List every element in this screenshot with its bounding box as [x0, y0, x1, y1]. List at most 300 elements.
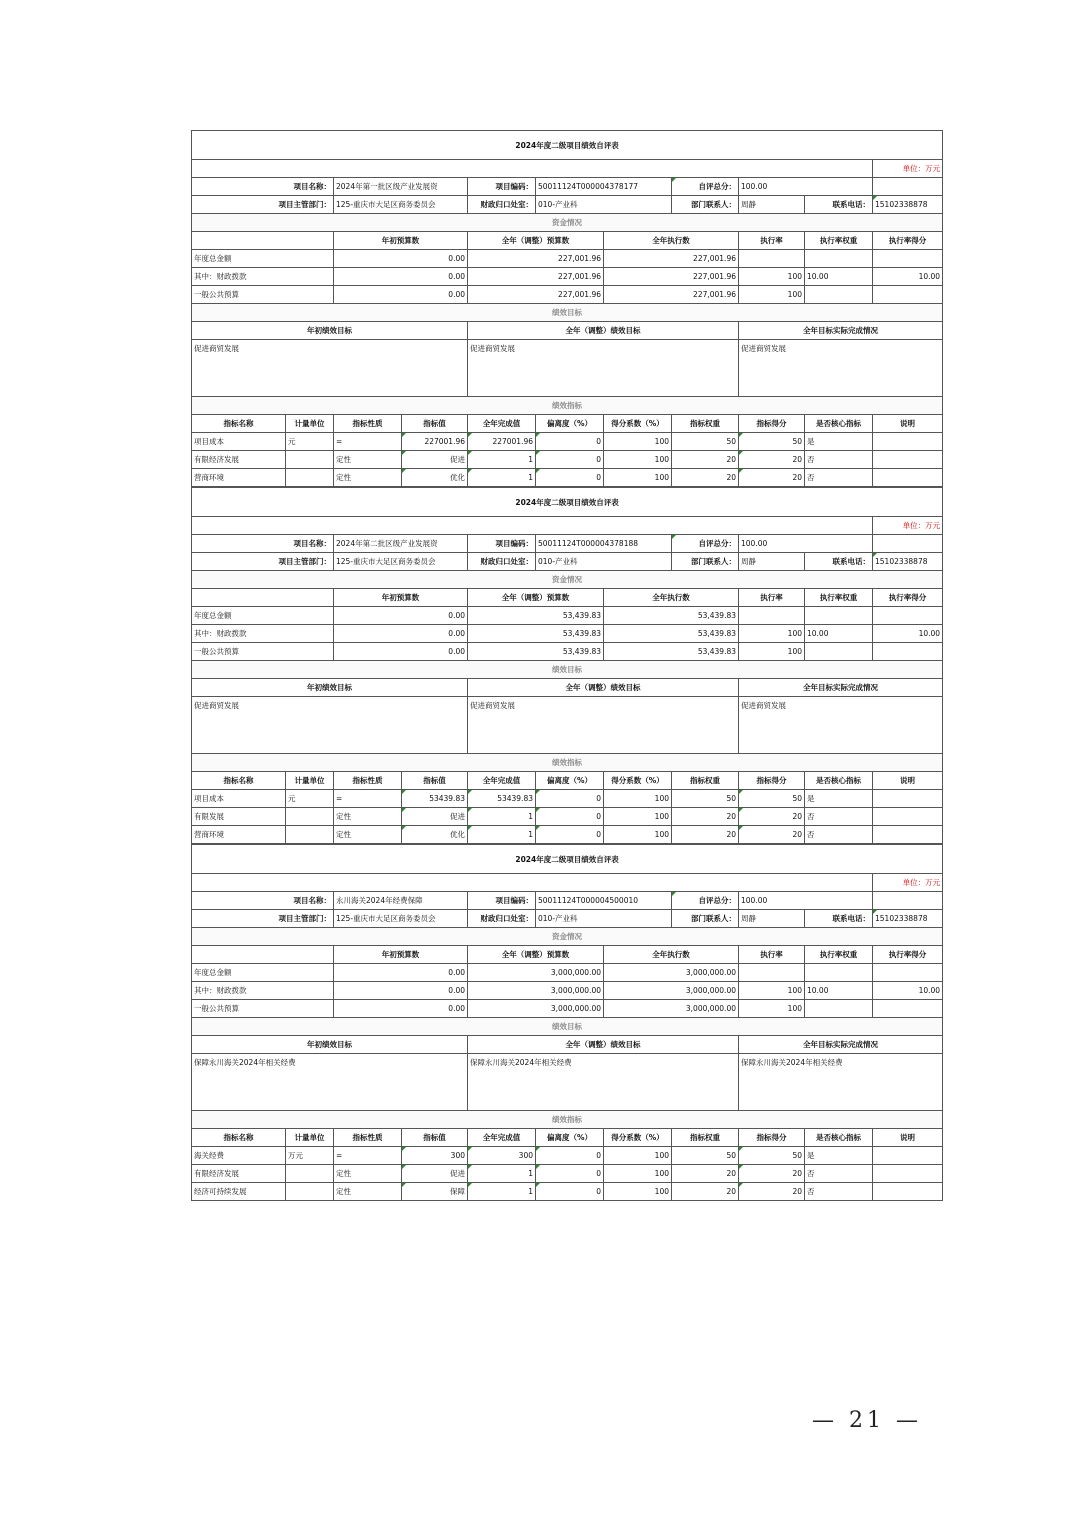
project-name-label: 项目名称： — [192, 535, 334, 553]
indicator-column-header: 计量单位 — [286, 772, 334, 790]
executed-header: 全年执行数 — [604, 589, 739, 607]
contact-label: 部门联系人： — [672, 553, 739, 571]
budget-initial-value: 0.00 — [334, 1000, 468, 1018]
exec-weight-value — [805, 607, 873, 625]
goal-actual-text: 促进商贸发展 — [739, 697, 943, 754]
budget-initial-value: 0.00 — [334, 268, 468, 286]
funds-row-label: 其中：财政拨款 — [192, 268, 334, 286]
indicator-column-header: 指标性质 — [334, 415, 402, 433]
indicator-coefficient: 100 — [604, 790, 672, 808]
indicator-weight: 20 — [672, 808, 739, 826]
indicator-nature: = — [334, 1147, 402, 1165]
exec-weight-value: 10.00 — [805, 268, 873, 286]
goal-adjusted-header: 全年（调整）绩效目标 — [468, 1036, 739, 1054]
funds-row-label: 年度总金额 — [192, 250, 334, 268]
blank-cell — [873, 535, 943, 553]
evaluation-table — [191, 844, 943, 1201]
indicator-column-header: 得分系数（%） — [604, 772, 672, 790]
exec-weight-value — [805, 250, 873, 268]
indicator-core: 是 — [805, 1147, 873, 1165]
indicator-name: 经济可持续发展 — [192, 1183, 286, 1201]
exec-weight-header: 执行率权重 — [805, 589, 873, 607]
indicator-note — [873, 790, 943, 808]
exec-rate-value: 100 — [739, 643, 805, 661]
indicator-actual: 1 — [468, 1183, 536, 1201]
indicator-target: 优化 — [402, 826, 468, 844]
funds-row — [192, 982, 943, 1000]
indicator-actual: 1 — [468, 469, 536, 487]
goal-actual-text: 促进商贸发展 — [739, 340, 943, 397]
executed-value: 227,001.96 — [604, 286, 739, 304]
indicator-coefficient: 100 — [604, 1165, 672, 1183]
phone-label: 联系电话： — [805, 553, 873, 571]
indicator-column-header: 指标名称 — [192, 415, 286, 433]
exec-score-value — [873, 643, 943, 661]
indicator-nature: 定性 — [334, 1165, 402, 1183]
indicators-section-header: 绩效指标 — [192, 1111, 943, 1129]
executed-header: 全年执行数 — [604, 232, 739, 250]
indicator-note — [873, 433, 943, 451]
indicator-target: 促进 — [402, 1165, 468, 1183]
self-score-value: 100.00 — [739, 892, 873, 910]
exec-weight-header: 执行率权重 — [805, 946, 873, 964]
indicator-row — [192, 808, 943, 826]
indicator-column-header: 全年完成值 — [468, 1129, 536, 1147]
indicator-target: 保障 — [402, 1183, 468, 1201]
indicator-column-header: 指标名称 — [192, 1129, 286, 1147]
exec-rate-header: 执行率 — [739, 589, 805, 607]
goal-actual-header: 全年目标实际完成情况 — [739, 322, 943, 340]
phone-value: 15102338878 — [873, 910, 943, 928]
exec-score-header: 执行率得分 — [873, 232, 943, 250]
goals-section-header: 绩效目标 — [192, 661, 943, 679]
funds-row — [192, 250, 943, 268]
indicator-deviation: 0 — [536, 1165, 604, 1183]
evaluation-table — [191, 130, 943, 487]
indicator-nature: 定性 — [334, 826, 402, 844]
blank-cell — [192, 589, 334, 607]
indicator-name: 营商环境 — [192, 469, 286, 487]
indicator-row — [192, 451, 943, 469]
goals-section-header: 绩效目标 — [192, 304, 943, 322]
indicator-column-header: 得分系数（%） — [604, 415, 672, 433]
indicator-core: 否 — [805, 826, 873, 844]
indicator-score: 50 — [739, 790, 805, 808]
funds-row-label: 一般公共预算 — [192, 286, 334, 304]
indicator-column-header: 指标值 — [402, 415, 468, 433]
indicator-row — [192, 433, 943, 451]
indicator-core: 否 — [805, 1165, 873, 1183]
self-score-value: 100.00 — [739, 535, 873, 553]
indicator-nature: 定性 — [334, 451, 402, 469]
indicator-nature: = — [334, 433, 402, 451]
executed-value: 53,439.83 — [604, 625, 739, 643]
budget-adjusted-value: 227,001.96 — [468, 268, 604, 286]
dept-value: 125-重庆市大足区商务委员会 — [334, 553, 468, 571]
budget-adjusted-value: 227,001.96 — [468, 286, 604, 304]
indicator-column-header: 说明 — [873, 1129, 943, 1147]
indicator-name: 有限经济发展 — [192, 451, 286, 469]
indicator-actual: 1 — [468, 1165, 536, 1183]
executed-value: 53,439.83 — [604, 607, 739, 625]
unit-spacer — [192, 517, 873, 535]
dept-value: 125-重庆市大足区商务委员会 — [334, 910, 468, 928]
budget-adjusted-value: 53,439.83 — [468, 643, 604, 661]
indicator-note — [873, 808, 943, 826]
budget-initial-value: 0.00 — [334, 250, 468, 268]
budget-adjusted-value: 53,439.83 — [468, 625, 604, 643]
indicator-deviation: 0 — [536, 451, 604, 469]
finance-office-label: 财政归口处室： — [468, 910, 536, 928]
funds-row-label: 其中：财政拨款 — [192, 982, 334, 1000]
funds-row-label: 一般公共预算 — [192, 1000, 334, 1018]
self-score-value: 100.00 — [739, 178, 873, 196]
indicator-column-header: 偏离度（%） — [536, 772, 604, 790]
budget-adjusted-value: 53,439.83 — [468, 607, 604, 625]
indicator-score: 20 — [739, 1165, 805, 1183]
budget-adjusted-value: 3,000,000.00 — [468, 964, 604, 982]
indicator-score: 20 — [739, 469, 805, 487]
exec-weight-header: 执行率权重 — [805, 232, 873, 250]
funds-row-label: 年度总金额 — [192, 964, 334, 982]
indicator-unit — [286, 1165, 334, 1183]
exec-score-header: 执行率得分 — [873, 589, 943, 607]
funds-row — [192, 286, 943, 304]
indicator-column-header: 指标值 — [402, 1129, 468, 1147]
indicator-deviation: 0 — [536, 808, 604, 826]
exec-rate-value: 100 — [739, 982, 805, 1000]
indicator-deviation: 0 — [536, 826, 604, 844]
indicator-column-header: 指标得分 — [739, 1129, 805, 1147]
indicator-actual: 300 — [468, 1147, 536, 1165]
budget-adjusted-value: 3,000,000.00 — [468, 982, 604, 1000]
indicator-column-header: 全年完成值 — [468, 415, 536, 433]
indicator-unit — [286, 1183, 334, 1201]
indicator-row — [192, 1165, 943, 1183]
funds-row — [192, 1000, 943, 1018]
exec-score-value: 10.00 — [873, 268, 943, 286]
project-name-value: 2024年第一批区级产业发展资 — [334, 178, 468, 196]
exec-weight-value — [805, 643, 873, 661]
indicator-unit: 元 — [286, 433, 334, 451]
finance-office-value: 010-产业科 — [536, 196, 672, 214]
indicator-score: 20 — [739, 808, 805, 826]
indicator-unit — [286, 826, 334, 844]
indicators-section-header: 绩效指标 — [192, 754, 943, 772]
self-score-label: 自评总分： — [672, 178, 739, 196]
exec-score-value: 10.00 — [873, 982, 943, 1000]
indicator-column-header: 是否核心指标 — [805, 415, 873, 433]
indicator-name: 有限发展 — [192, 808, 286, 826]
exec-rate-header: 执行率 — [739, 946, 805, 964]
indicator-target: 53439.83 — [402, 790, 468, 808]
project-code-value: 50011124T000004500010 — [536, 892, 672, 910]
indicator-core: 否 — [805, 469, 873, 487]
indicator-unit: 元 — [286, 790, 334, 808]
goal-initial-text: 促进商贸发展 — [192, 340, 468, 397]
indicator-coefficient: 100 — [604, 1183, 672, 1201]
exec-score-value — [873, 1000, 943, 1018]
unit-label: 单位：万元 — [873, 160, 943, 178]
phone-label: 联系电话： — [805, 196, 873, 214]
indicator-deviation: 0 — [536, 433, 604, 451]
indicator-target: 300 — [402, 1147, 468, 1165]
funds-section-header: 资金情况 — [192, 571, 943, 589]
indicator-column-header: 指标得分 — [739, 415, 805, 433]
blank-cell — [873, 892, 943, 910]
indicator-note — [873, 451, 943, 469]
indicator-column-header: 指标权重 — [672, 415, 739, 433]
executed-value: 53,439.83 — [604, 643, 739, 661]
finance-office-value: 010-产业科 — [536, 910, 672, 928]
indicator-name: 有限经济发展 — [192, 1165, 286, 1183]
indicator-deviation: 0 — [536, 469, 604, 487]
exec-weight-value — [805, 286, 873, 304]
blank-cell — [873, 178, 943, 196]
table-title: 2024年度二级项目绩效自评表 — [192, 488, 943, 517]
goal-adjusted-text: 促进商贸发展 — [468, 697, 739, 754]
indicator-column-header: 指标性质 — [334, 1129, 402, 1147]
dept-value: 125-重庆市大足区商务委员会 — [334, 196, 468, 214]
exec-score-header: 执行率得分 — [873, 946, 943, 964]
indicator-nature: 定性 — [334, 469, 402, 487]
indicator-column-header: 得分系数（%） — [604, 1129, 672, 1147]
budget-initial-value: 0.00 — [334, 286, 468, 304]
indicator-column-header: 指标权重 — [672, 1129, 739, 1147]
indicator-weight: 50 — [672, 1147, 739, 1165]
finance-office-label: 财政归口处室： — [468, 196, 536, 214]
indicator-note — [873, 1147, 943, 1165]
indicator-actual: 53439.83 — [468, 790, 536, 808]
indicator-column-header: 指标得分 — [739, 772, 805, 790]
phone-label: 联系电话： — [805, 910, 873, 928]
indicator-target: 优化 — [402, 469, 468, 487]
indicator-score: 20 — [739, 826, 805, 844]
budget-adjusted-value: 227,001.96 — [468, 250, 604, 268]
contact-value: 周静 — [739, 910, 805, 928]
indicator-unit — [286, 808, 334, 826]
indicator-score: 20 — [739, 451, 805, 469]
contact-value: 周静 — [739, 196, 805, 214]
indicator-weight: 50 — [672, 433, 739, 451]
evaluation-table — [191, 487, 943, 844]
indicator-column-header: 指标性质 — [334, 772, 402, 790]
budget-adjusted-header: 全年（调整）预算数 — [468, 232, 604, 250]
indicator-coefficient: 100 — [604, 808, 672, 826]
indicator-row — [192, 1147, 943, 1165]
budget-adjusted-header: 全年（调整）预算数 — [468, 589, 604, 607]
indicator-note — [873, 826, 943, 844]
goal-initial-text: 保障永川海关2024年相关经费 — [192, 1054, 468, 1111]
contact-value: 周静 — [739, 553, 805, 571]
funds-row-label: 年度总金额 — [192, 607, 334, 625]
indicator-nature: 定性 — [334, 808, 402, 826]
indicator-unit — [286, 451, 334, 469]
exec-rate-value: 100 — [739, 268, 805, 286]
page-number: — 21 — — [812, 1408, 922, 1433]
table-title: 2024年度二级项目绩效自评表 — [192, 131, 943, 160]
goal-initial-header: 年初绩效目标 — [192, 322, 468, 340]
indicator-core: 否 — [805, 451, 873, 469]
budget-adjusted-value: 3,000,000.00 — [468, 1000, 604, 1018]
goal-initial-header: 年初绩效目标 — [192, 679, 468, 697]
indicator-row — [192, 826, 943, 844]
indicator-column-header: 是否核心指标 — [805, 772, 873, 790]
project-name-value: 永川海关2024年经费保障 — [334, 892, 468, 910]
indicator-column-header: 偏离度（%） — [536, 415, 604, 433]
indicator-column-header: 指标权重 — [672, 772, 739, 790]
indicator-column-header: 计量单位 — [286, 415, 334, 433]
budget-initial-value: 0.00 — [334, 625, 468, 643]
exec-score-value: 10.00 — [873, 625, 943, 643]
budget-initial-value: 0.00 — [334, 964, 468, 982]
blank-cell — [192, 232, 334, 250]
indicator-actual: 1 — [468, 451, 536, 469]
self-score-label: 自评总分： — [672, 535, 739, 553]
indicator-weight: 50 — [672, 790, 739, 808]
executed-value: 227,001.96 — [604, 250, 739, 268]
goal-actual-header: 全年目标实际完成情况 — [739, 1036, 943, 1054]
indicator-coefficient: 100 — [604, 433, 672, 451]
goal-actual-text: 保障永川海关2024年相关经费 — [739, 1054, 943, 1111]
funds-row-label: 其中：财政拨款 — [192, 625, 334, 643]
indicator-weight: 20 — [672, 469, 739, 487]
project-code-value: 50011124T000004378188 — [536, 535, 672, 553]
exec-weight-value: 10.00 — [805, 982, 873, 1000]
exec-weight-value: 10.00 — [805, 625, 873, 643]
finance-office-value: 010-产业科 — [536, 553, 672, 571]
funds-section-header: 资金情况 — [192, 214, 943, 232]
indicator-column-header: 偏离度（%） — [536, 1129, 604, 1147]
indicator-column-header: 指标值 — [402, 772, 468, 790]
indicator-weight: 20 — [672, 826, 739, 844]
indicator-weight: 20 — [672, 451, 739, 469]
goal-actual-header: 全年目标实际完成情况 — [739, 679, 943, 697]
exec-rate-value — [739, 607, 805, 625]
budget-initial-value: 0.00 — [334, 643, 468, 661]
indicator-deviation: 0 — [536, 790, 604, 808]
indicator-score: 50 — [739, 1147, 805, 1165]
goal-adjusted-header: 全年（调整）绩效目标 — [468, 322, 739, 340]
budget-initial-header: 年初预算数 — [334, 946, 468, 964]
exec-rate-value: 100 — [739, 286, 805, 304]
finance-office-label: 财政归口处室： — [468, 553, 536, 571]
exec-rate-value: 100 — [739, 625, 805, 643]
indicator-column-header: 全年完成值 — [468, 772, 536, 790]
budget-initial-value: 0.00 — [334, 982, 468, 1000]
exec-score-value — [873, 607, 943, 625]
funds-row — [192, 268, 943, 286]
indicator-row — [192, 469, 943, 487]
indicator-note — [873, 1183, 943, 1201]
indicator-column-header: 说明 — [873, 415, 943, 433]
unit-spacer — [192, 160, 873, 178]
indicator-note — [873, 1165, 943, 1183]
indicator-name: 项目成本 — [192, 433, 286, 451]
goal-initial-header: 年初绩效目标 — [192, 1036, 468, 1054]
dept-label: 项目主管部门： — [192, 553, 334, 571]
project-code-label: 项目编码： — [468, 892, 536, 910]
indicator-core: 否 — [805, 1183, 873, 1201]
indicator-core: 是 — [805, 433, 873, 451]
exec-score-value — [873, 250, 943, 268]
indicator-name: 项目成本 — [192, 790, 286, 808]
executed-value: 3,000,000.00 — [604, 964, 739, 982]
indicator-column-header: 是否核心指标 — [805, 1129, 873, 1147]
exec-rate-value — [739, 964, 805, 982]
indicator-actual: 227001.96 — [468, 433, 536, 451]
indicator-nature: = — [334, 790, 402, 808]
indicator-target: 促进 — [402, 451, 468, 469]
exec-rate-header: 执行率 — [739, 232, 805, 250]
project-name-label: 项目名称： — [192, 178, 334, 196]
indicator-name: 海关经费 — [192, 1147, 286, 1165]
goal-adjusted-text: 保障永川海关2024年相关经费 — [468, 1054, 739, 1111]
exec-rate-value: 100 — [739, 1000, 805, 1018]
unit-spacer — [192, 874, 873, 892]
indicator-actual: 1 — [468, 826, 536, 844]
contact-label: 部门联系人： — [672, 910, 739, 928]
unit-label: 单位：万元 — [873, 874, 943, 892]
self-evaluation-sheet — [191, 130, 942, 1201]
unit-label: 单位：万元 — [873, 517, 943, 535]
indicator-core: 是 — [805, 790, 873, 808]
exec-rate-value — [739, 250, 805, 268]
indicator-coefficient: 100 — [604, 826, 672, 844]
indicator-target: 227001.96 — [402, 433, 468, 451]
indicator-core: 否 — [805, 808, 873, 826]
executed-value: 227,001.96 — [604, 268, 739, 286]
budget-adjusted-header: 全年（调整）预算数 — [468, 946, 604, 964]
project-code-value: 50011124T000004378177 — [536, 178, 672, 196]
funds-row-label: 一般公共预算 — [192, 643, 334, 661]
indicator-deviation: 0 — [536, 1183, 604, 1201]
indicator-column-header: 计量单位 — [286, 1129, 334, 1147]
indicator-column-header: 指标名称 — [192, 772, 286, 790]
project-code-label: 项目编码： — [468, 535, 536, 553]
project-code-label: 项目编码： — [468, 178, 536, 196]
indicator-coefficient: 100 — [604, 451, 672, 469]
indicator-target: 促进 — [402, 808, 468, 826]
indicator-row — [192, 1183, 943, 1201]
dept-label: 项目主管部门： — [192, 910, 334, 928]
indicator-coefficient: 100 — [604, 1147, 672, 1165]
indicator-deviation: 0 — [536, 1147, 604, 1165]
funds-section-header: 资金情况 — [192, 928, 943, 946]
contact-label: 部门联系人： — [672, 196, 739, 214]
project-name-value: 2024年第二批区级产业发展资 — [334, 535, 468, 553]
funds-row — [192, 964, 943, 982]
indicator-coefficient: 100 — [604, 469, 672, 487]
funds-row — [192, 607, 943, 625]
dept-label: 项目主管部门： — [192, 196, 334, 214]
budget-initial-header: 年初预算数 — [334, 232, 468, 250]
indicator-unit: 万元 — [286, 1147, 334, 1165]
indicator-nature: 定性 — [334, 1183, 402, 1201]
phone-value: 15102338878 — [873, 553, 943, 571]
indicator-weight: 20 — [672, 1165, 739, 1183]
indicator-name: 营商环境 — [192, 826, 286, 844]
indicator-unit — [286, 469, 334, 487]
executed-header: 全年执行数 — [604, 946, 739, 964]
table-title: 2024年度二级项目绩效自评表 — [192, 845, 943, 874]
goal-initial-text: 促进商贸发展 — [192, 697, 468, 754]
indicator-score: 50 — [739, 433, 805, 451]
funds-row — [192, 625, 943, 643]
indicator-column-header: 说明 — [873, 772, 943, 790]
executed-value: 3,000,000.00 — [604, 1000, 739, 1018]
indicators-section-header: 绩效指标 — [192, 397, 943, 415]
